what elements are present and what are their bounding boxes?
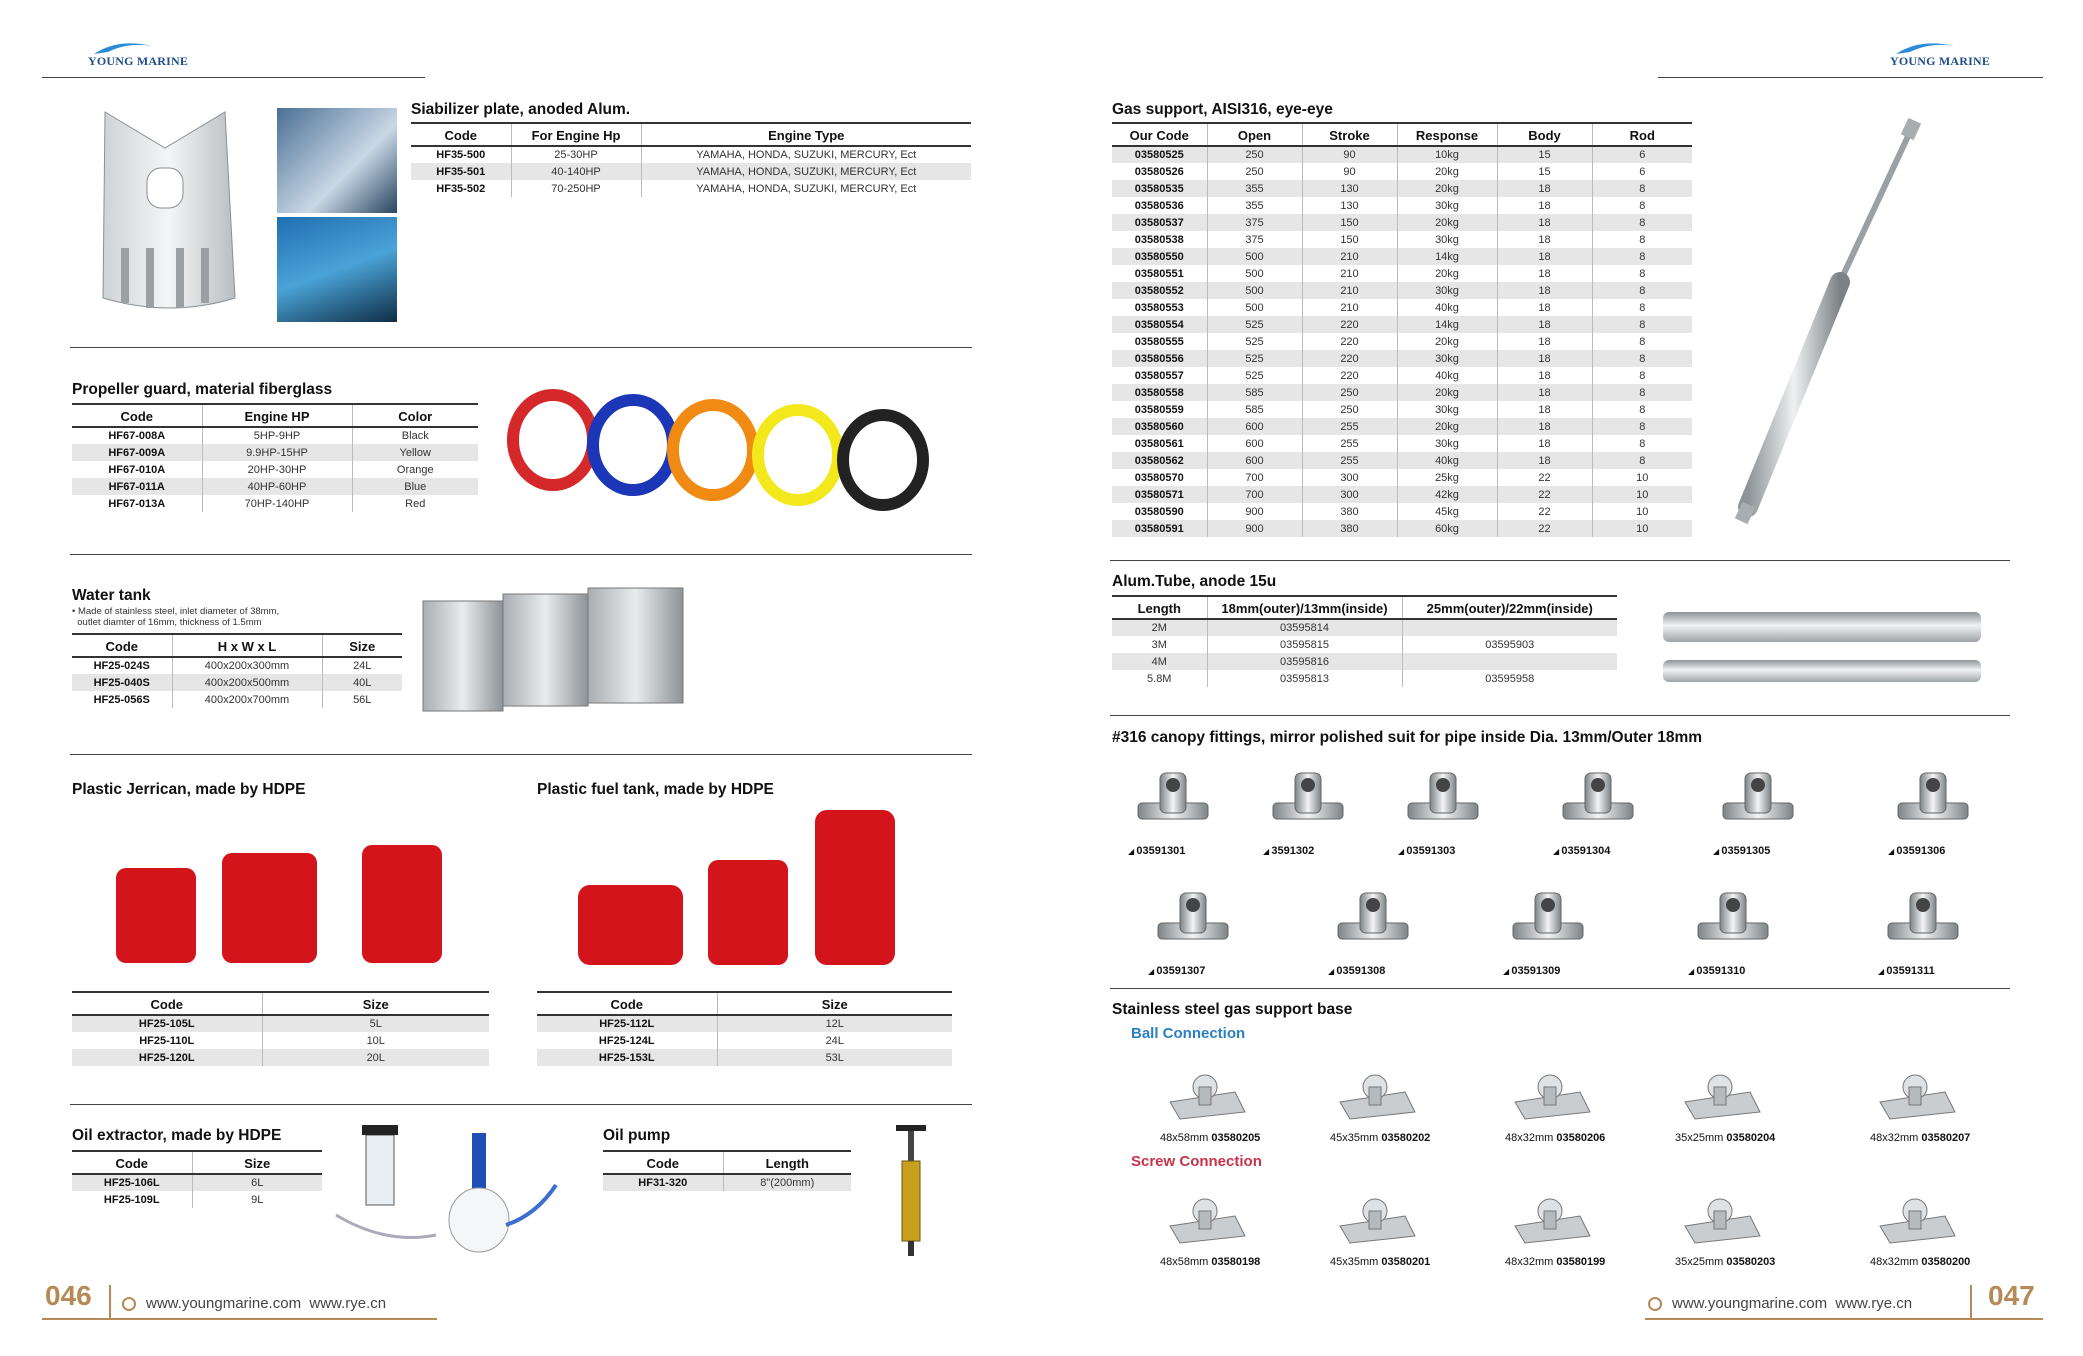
- canopy-fitting-image: [1880, 885, 1975, 955]
- section-title-oil-extractor: Oil extractor, made by HDPE: [72, 1127, 282, 1144]
- table-row: HF25-112L 12L: [537, 1015, 952, 1032]
- canopy-fitting-code: ◢ 03591311: [1878, 965, 1935, 977]
- left-logo: YOUNG MARINE: [88, 36, 188, 69]
- gas-base-caption: 48x58mm 03580198: [1160, 1256, 1261, 1268]
- gas-base-caption: 48x32mm 03580207: [1870, 1132, 1971, 1144]
- table-row: HF25-040S 400x200x500mm 40L: [72, 674, 402, 691]
- canopy-fitting-image: [1150, 885, 1245, 955]
- gas-base-caption: 35x25mm 03580203: [1675, 1256, 1776, 1268]
- table-row: 03580560 600 255 20kg 18 8: [1112, 418, 1692, 435]
- canopy-fitting-image: [1330, 885, 1425, 955]
- table-row: 03580562 600 255 40kg 18 8: [1112, 452, 1692, 469]
- canopy-fitting-code: ◢ 03591303: [1398, 845, 1456, 857]
- divider: [70, 754, 972, 755]
- triangle-marker-icon: ◢: [1888, 847, 1897, 856]
- table-row: 5.8M 03595813 03595958: [1112, 670, 1617, 687]
- footer-separator: [109, 1285, 111, 1319]
- oil-pump-table: Code Length HF31-320 8"(200mm): [603, 1150, 851, 1191]
- table-row: HF25-056S 400x200x700mm 56L: [72, 691, 402, 708]
- ball-connection-label: Ball Connection: [1131, 1025, 1246, 1042]
- header-rule-left: [42, 77, 425, 78]
- table-row: HF67-008A 5HP-9HP Black: [72, 427, 478, 444]
- triangle-marker-icon: ◢: [1128, 847, 1137, 856]
- screw-connection-label: Screw Connection: [1131, 1153, 1262, 1170]
- divider: [1110, 988, 2010, 989]
- globe-icon: [122, 1297, 136, 1311]
- propeller-guards-image: [498, 380, 958, 530]
- canopy-fitting-code: ◢ 03591306: [1888, 845, 1946, 857]
- table-row: 4M 03595816: [1112, 653, 1617, 670]
- gas-spring-image: [1720, 112, 1940, 532]
- gas-base-image: [1335, 1057, 1425, 1127]
- table-row: 03580535 355 130 20kg 18 8: [1112, 180, 1692, 197]
- table-row: HF25-106L 6L: [72, 1174, 322, 1191]
- table-row: HF25-105L 5L: [72, 1015, 489, 1032]
- table-row: HF35-501 40-140HP YAMAHA, HONDA, SUZUKI, MERCURY, Ect: [411, 163, 971, 180]
- section-title-canopy: #316 canopy fittings, mirror polished suit for pipe inside Dia. 13mm/Outer 18mm: [1112, 729, 1703, 746]
- alum-tube-image-1: [1663, 612, 1981, 642]
- table-row: 03580554 525 220 14kg 18 8: [1112, 316, 1692, 333]
- table-row: HF25-124L 24L: [537, 1032, 952, 1049]
- divider: [70, 554, 972, 555]
- divider: [70, 347, 972, 348]
- gas-base-image: [1680, 1181, 1770, 1251]
- gas-base-caption: 48x58mm 03580205: [1160, 1132, 1261, 1144]
- fuel-tank-table: Code Size HF25-112L 12L HF25-124L 24L HF25-153L 53L: [537, 991, 952, 1066]
- globe-icon: [1648, 1297, 1662, 1311]
- section-title-oil-pump: Oil pump: [603, 1127, 671, 1144]
- canopy-fitting-code: ◢ 03591309: [1503, 965, 1561, 977]
- table-row: 03580536 355 130 30kg 18 8: [1112, 197, 1692, 214]
- canopy-fitting-image: [1555, 765, 1650, 835]
- stabilizer-plate-image: [95, 108, 245, 318]
- table-row: 03580556 525 220 30kg 18 8: [1112, 350, 1692, 367]
- triangle-marker-icon: ◢: [1328, 967, 1337, 976]
- table-row: HF25-153L 53L: [537, 1049, 952, 1066]
- canopy-fitting-code: ◢ 03591305: [1713, 845, 1771, 857]
- gas-base-image: [1875, 1181, 1965, 1251]
- propeller-table: Code Engine HP Color HF67-008A 5HP-9HP Black HF67-009A 9.9HP-15HP Yellow HF67-010A 20HP-30HP Orange HF67-011A 40HP-60HP Blue HF67-013A 70HP-140HP Red: [72, 403, 478, 512]
- table-row: HF67-013A 70HP-140HP Red: [72, 495, 478, 512]
- section-title-jerrican: Plastic Jerrican, made by HDPE: [72, 781, 306, 798]
- stabilizer-photo-1: [277, 108, 397, 213]
- table-row: 03580570 700 300 25kg 22 10: [1112, 469, 1692, 486]
- table-row: HF25-110L 10L: [72, 1032, 489, 1049]
- table-row: 03580561 600 255 30kg 18 8: [1112, 435, 1692, 452]
- footer-rule-left: [42, 1318, 437, 1320]
- gas-base-image: [1875, 1057, 1965, 1127]
- table-row: 3M 03595815 03595903: [1112, 636, 1617, 653]
- oil-pump-image: [888, 1125, 938, 1260]
- section-title-stabilizer: Siabilizer plate, anoded Alum.: [411, 101, 631, 118]
- triangle-marker-icon: ◢: [1148, 967, 1157, 976]
- table-row: 03580590 900 380 45kg 22 10: [1112, 503, 1692, 520]
- alum-tube-image-2: [1663, 660, 1981, 682]
- table-row: 03580551 500 210 20kg 18 8: [1112, 265, 1692, 282]
- triangle-marker-icon: ◢: [1878, 967, 1887, 976]
- table-row: 03580537 375 150 20kg 18 8: [1112, 214, 1692, 231]
- fuel-tanks-image: [570, 800, 930, 970]
- jerricans-image: [110, 823, 460, 968]
- gas-base-image: [1165, 1181, 1255, 1251]
- table-row: 03580526 250 90 20kg 15 6: [1112, 163, 1692, 180]
- table-row: 03580557 525 220 40kg 18 8: [1112, 367, 1692, 384]
- table-row: 03580555 525 220 20kg 18 8: [1112, 333, 1692, 350]
- footer-rule-right: [1645, 1318, 2043, 1320]
- water-tank-table: Code H x W x L Size HF25-024S 400x200x300mm 24L HF25-040S 400x200x500mm 40L HF25-056S 400x200x700mm 56L: [72, 633, 402, 708]
- canopy-fitting-image: [1130, 765, 1225, 835]
- canopy-fitting-code: ◢ 03591307: [1148, 965, 1206, 977]
- water-tanks-image: [418, 586, 688, 726]
- gas-base-image: [1510, 1057, 1600, 1127]
- canopy-fitting-image: [1715, 765, 1810, 835]
- canopy-fitting-image: [1890, 765, 1985, 835]
- section-title-gas-base: Stainless steel gas support base: [1112, 1001, 1353, 1018]
- gas-base-caption: 48x32mm 03580199: [1505, 1256, 1606, 1268]
- water-tank-note-1: • Made of stainless steel, inlet diameter of 38mm,: [72, 606, 280, 617]
- table-row: HF35-502 70-250HP YAMAHA, HONDA, SUZUKI, MERCURY, Ect: [411, 180, 971, 197]
- table-row: HF67-011A 40HP-60HP Blue: [72, 478, 478, 495]
- table-row: HF35-500 25-30HP YAMAHA, HONDA, SUZUKI, MERCURY, Ect: [411, 146, 971, 163]
- gas-base-image: [1680, 1057, 1770, 1127]
- triangle-marker-icon: ◢: [1713, 847, 1722, 856]
- table-row: HF31-320 8"(200mm): [603, 1174, 851, 1191]
- table-row: 03580571 700 300 42kg 22 10: [1112, 486, 1692, 503]
- website-right[interactable]: www.youngmarine.com www.rye.cn: [1672, 1295, 1913, 1312]
- table-row: HF67-010A 20HP-30HP Orange: [72, 461, 478, 478]
- divider: [1110, 715, 2010, 716]
- section-title-water-tank: Water tank: [72, 587, 151, 604]
- table-row: 03580550 500 210 14kg 18 8: [1112, 248, 1692, 265]
- canopy-fitting-code: ◢ 03591310: [1688, 965, 1746, 977]
- gas-support-table: Our Code Open Stroke Response Body Rod 03580525 250 90 10kg 15 6 03580526 250 90 20kg 15 6 03580535 355 130 20kg 18 8 03580536 355 130 30kg 18 8 03580537 375 150 20kg 18 8 03580538 375 150 30kg 18 8 03580550 500 210 14kg 18 8 03580551 500 210 20kg 18 8 03580552 500 210 30kg 18 8 03580553 500 210 40kg 18 8 03580554 525 220 14kg 18 8 03580555 525 220 20kg 18 8 03580556 525 220 30kg 18 8 03580557 525 220 40kg 18 8 03580558 585 250 20kg 18 8 03580559 585 250 30kg 18 8 03580560 600 255 20kg 18 8 03580561 600 255 30kg 18 8 03580562 600 255 40kg 18 8 03580570 700 300 25kg 22 10 03580571 700 300 42kg 22 10 03580590 900 380 45kg 22 10 03580591 900 380 60kg 22 10: [1112, 122, 1692, 537]
- canopy-fitting-code: ◢ 03591304: [1553, 845, 1611, 857]
- oil-extractor-table: Code Size HF25-106L 6L HF25-109L 9L: [72, 1150, 322, 1208]
- page-number-right: 047: [1988, 1280, 2035, 1311]
- wave-icon: [1890, 36, 1960, 56]
- table-row: HF67-009A 9.9HP-15HP Yellow: [72, 444, 478, 461]
- table-row: 03580525 250 90 10kg 15 6: [1112, 146, 1692, 163]
- gas-base-caption: 45x35mm 03580201: [1330, 1256, 1431, 1268]
- table-row: HF25-109L 9L: [72, 1191, 322, 1208]
- table-row: 03580552 500 210 30kg 18 8: [1112, 282, 1692, 299]
- canopy-fitting-code: ◢ 3591302: [1263, 845, 1315, 857]
- canopy-fitting-image: [1265, 765, 1360, 835]
- footer-separator: [1970, 1285, 1972, 1319]
- divider: [70, 1104, 972, 1105]
- section-title-gas-support: Gas support, AISI316, eye-eye: [1112, 101, 1333, 118]
- table-row: 03580559 585 250 30kg 18 8: [1112, 401, 1692, 418]
- gas-base-image: [1510, 1181, 1600, 1251]
- triangle-marker-icon: ◢: [1503, 967, 1512, 976]
- gas-base-caption: 35x25mm 03580204: [1675, 1132, 1776, 1144]
- canopy-fitting-image: [1690, 885, 1785, 955]
- table-row: 03580553 500 210 40kg 18 8: [1112, 299, 1692, 316]
- gas-base-image: [1165, 1057, 1255, 1127]
- header-rule-right: [1658, 77, 2043, 78]
- water-tank-note-2: outlet diamter of 16mm, thickness of 1.5mm: [72, 617, 262, 628]
- website-left[interactable]: www.youngmarine.com www.rye.cn: [146, 1295, 387, 1312]
- triangle-marker-icon: ◢: [1553, 847, 1562, 856]
- canopy-fitting-code: ◢ 03591301: [1128, 845, 1186, 857]
- triangle-marker-icon: ◢: [1263, 847, 1272, 856]
- section-title-fuel-tank: Plastic fuel tank, made by HDPE: [537, 781, 774, 798]
- triangle-marker-icon: ◢: [1688, 967, 1697, 976]
- divider: [1110, 560, 2010, 561]
- jerrican-table: Code Size HF25-105L 5L HF25-110L 10L HF25-120L 20L: [72, 991, 489, 1066]
- table-row: HF25-120L 20L: [72, 1049, 489, 1066]
- table-row: 03580558 585 250 20kg 18 8: [1112, 384, 1692, 401]
- stabilizer-photo-2: [277, 217, 397, 322]
- canopy-fitting-image: [1505, 885, 1600, 955]
- section-title-alum-tube: Alum.Tube, anode 15u: [1112, 573, 1277, 590]
- triangle-marker-icon: ◢: [1398, 847, 1407, 856]
- table-row: HF25-024S 400x200x300mm 24L: [72, 657, 402, 674]
- canopy-fitting-code: ◢ 03591308: [1328, 965, 1386, 977]
- table-row: 03580538 375 150 30kg 18 8: [1112, 231, 1692, 248]
- table-row: 2M 03595814: [1112, 619, 1617, 636]
- canopy-fitting-image: [1400, 765, 1495, 835]
- section-title-propeller: Propeller guard, material fiberglass: [72, 381, 333, 398]
- gas-base-caption: 48x32mm 03580206: [1505, 1132, 1606, 1144]
- table-row: 03580591 900 380 60kg 22 10: [1112, 520, 1692, 537]
- gas-base-caption: 45x35mm 03580202: [1330, 1132, 1431, 1144]
- gas-base-caption: 48x32mm 03580200: [1870, 1256, 1971, 1268]
- gas-base-image: [1335, 1181, 1425, 1251]
- wave-icon: [88, 36, 158, 56]
- stabilizer-table: Code For Engine Hp Engine Type HF35-500 25-30HP YAMAHA, HONDA, SUZUKI, MERCURY, Ect HF35-501 40-140HP YAMAHA, HONDA, SUZUKI, MERCURY, Ect HF35-502 70-250HP YAMAHA, HONDA, SUZUKI, MERCURY, Ect: [411, 122, 971, 197]
- right-logo: YOUNG MARINE: [1890, 36, 1990, 69]
- oil-extractors-image: [326, 1125, 566, 1260]
- page-number-left: 046: [45, 1280, 92, 1311]
- alum-tube-table: Length 18mm(outer)/13mm(inside) 25mm(outer)/22mm(inside) 2M 03595814 3M 03595815 03595903 4M 03595816 5.8M 03595813 03595958: [1112, 595, 1617, 687]
